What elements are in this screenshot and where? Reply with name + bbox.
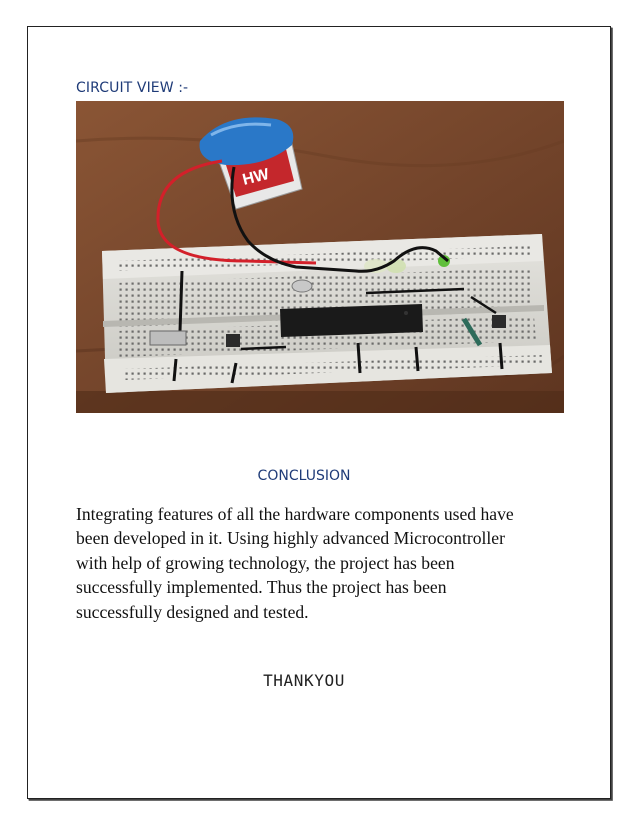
circuit-view-heading: CIRCUIT VIEW :- xyxy=(76,80,189,96)
paragraph-line: successfully implemented. Thus the project has been xyxy=(76,577,447,598)
microcontroller-chip xyxy=(280,304,423,337)
paragraph-line: been developed in it. Using highly advanced Microcontroller xyxy=(76,528,505,549)
circuit-photo-drawing xyxy=(76,101,564,413)
battery-label: HW xyxy=(240,165,271,189)
conclusion-heading: CONCLUSION xyxy=(257,468,351,484)
closing-text: THANKYOU xyxy=(263,671,345,690)
circuit-photo xyxy=(76,101,564,413)
paragraph-line: successfully designed and tested. xyxy=(76,601,309,622)
conclusion-paragraph xyxy=(76,502,576,624)
paragraph-line: Integrating features of all the hardware components used have xyxy=(76,504,514,524)
paragraph-line: with help of growing technology, the project has been xyxy=(76,552,455,573)
